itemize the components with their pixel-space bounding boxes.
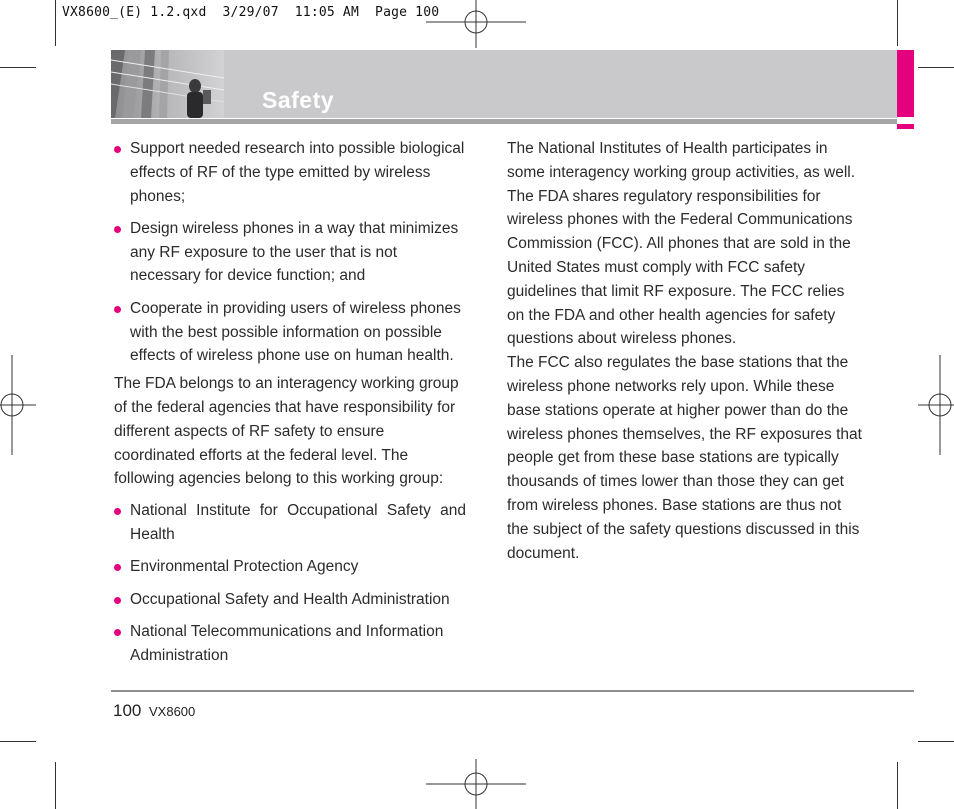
- bullet-icon: [114, 597, 121, 604]
- bullet-icon: [114, 508, 121, 515]
- bullet-icon: [114, 226, 121, 233]
- crop-mark-bottom-left-h: [0, 741, 36, 742]
- registration-mark-right: [918, 355, 954, 455]
- registration-mark-top: [426, 0, 526, 48]
- body-paragraph: The National Institutes of Health participates in some interagency working group activities, as well. The FDA shares regulatory responsibilities for wireless phones with the Federal Communications Commission (FCC). All phones that are sold in the United States must comply with FCC safety guidelines that limit RF exposure. The FCC relies on the FDA and other health agencies for safety questions about wireless phones.: [507, 140, 856, 348]
- section-tab-marker: [897, 50, 914, 117]
- bullet-icon: [114, 306, 121, 313]
- crop-mark-top-left-h: [0, 67, 36, 68]
- page-title: Safety: [262, 87, 335, 113]
- crop-mark-top-right-v: [897, 0, 898, 46]
- list-item: [114, 137, 466, 208]
- printer-slug-line: VX8600_(E) 1.2.qxd 3/29/07 11:05 AM Page 100: [62, 5, 440, 20]
- crop-mark-top-left-v: [55, 0, 56, 46]
- bullet-icon: [114, 146, 121, 153]
- registration-mark-bottom: [426, 759, 526, 809]
- section-tab-underline: [897, 124, 914, 129]
- body-paragraph: The FCC also regulates the base stations that the wireless phone networks rely upon. While these base stations operate at higher power than do the wireless phones themselves, the RF exposures that people get from these base stations are typically thousands of times lower than those they can get from wireless phones. Base stations are thus not the subject of the safety questions discussed in this document.: [507, 354, 862, 562]
- list-item: [114, 588, 466, 612]
- list-item-text: Support needed research into possible biological effects of RF of the type emitted by wireless phones;: [130, 140, 465, 205]
- body-paragraph: The FDA belongs to an interagency working group of the federal agencies that have responsibility for different aspects of RF safety to ensure coordinated efforts at the federal level. The following agencies belong to this working group:: [114, 375, 459, 488]
- bullet-icon: [114, 564, 121, 571]
- page-number: 100: [113, 701, 142, 720]
- registration-mark-left: [0, 355, 36, 455]
- list-item-text: National Institute for Occupational Safety and Health: [130, 502, 466, 543]
- list-item-text: Design wireless phones in a way that minimizes any RF exposure to the user that is not necessary for device function; and: [130, 219, 459, 285]
- crop-mark-top-right-h: [918, 67, 954, 68]
- model-name: VX8600: [149, 704, 196, 719]
- list-item: [114, 620, 466, 668]
- list-item-text: Cooperate in providing users of wireless phones with the best possible information on possible effects of wireless phone use on human health.: [130, 299, 461, 365]
- list-item-text: Occupational Safety and Health Administration: [130, 590, 450, 608]
- list-item: [114, 297, 466, 368]
- crop-mark-bottom-right-h: [918, 741, 954, 742]
- header-rule: [111, 119, 897, 124]
- list-item: [114, 499, 466, 547]
- header-photo-image: [111, 50, 224, 118]
- crop-mark-bottom-left-v: [55, 762, 56, 809]
- right-column: [507, 137, 862, 565]
- list-item-text: National Telecommunications and Information Administration: [130, 622, 444, 664]
- footer-rule: [111, 690, 914, 692]
- list-item: [114, 217, 466, 288]
- header-band: [111, 50, 897, 118]
- list-item-text: Environmental Protection Agency: [130, 558, 359, 576]
- list-item: [114, 555, 466, 579]
- left-column: [114, 137, 466, 676]
- crop-mark-bottom-right-v: [897, 762, 898, 809]
- bullet-icon: [114, 629, 121, 636]
